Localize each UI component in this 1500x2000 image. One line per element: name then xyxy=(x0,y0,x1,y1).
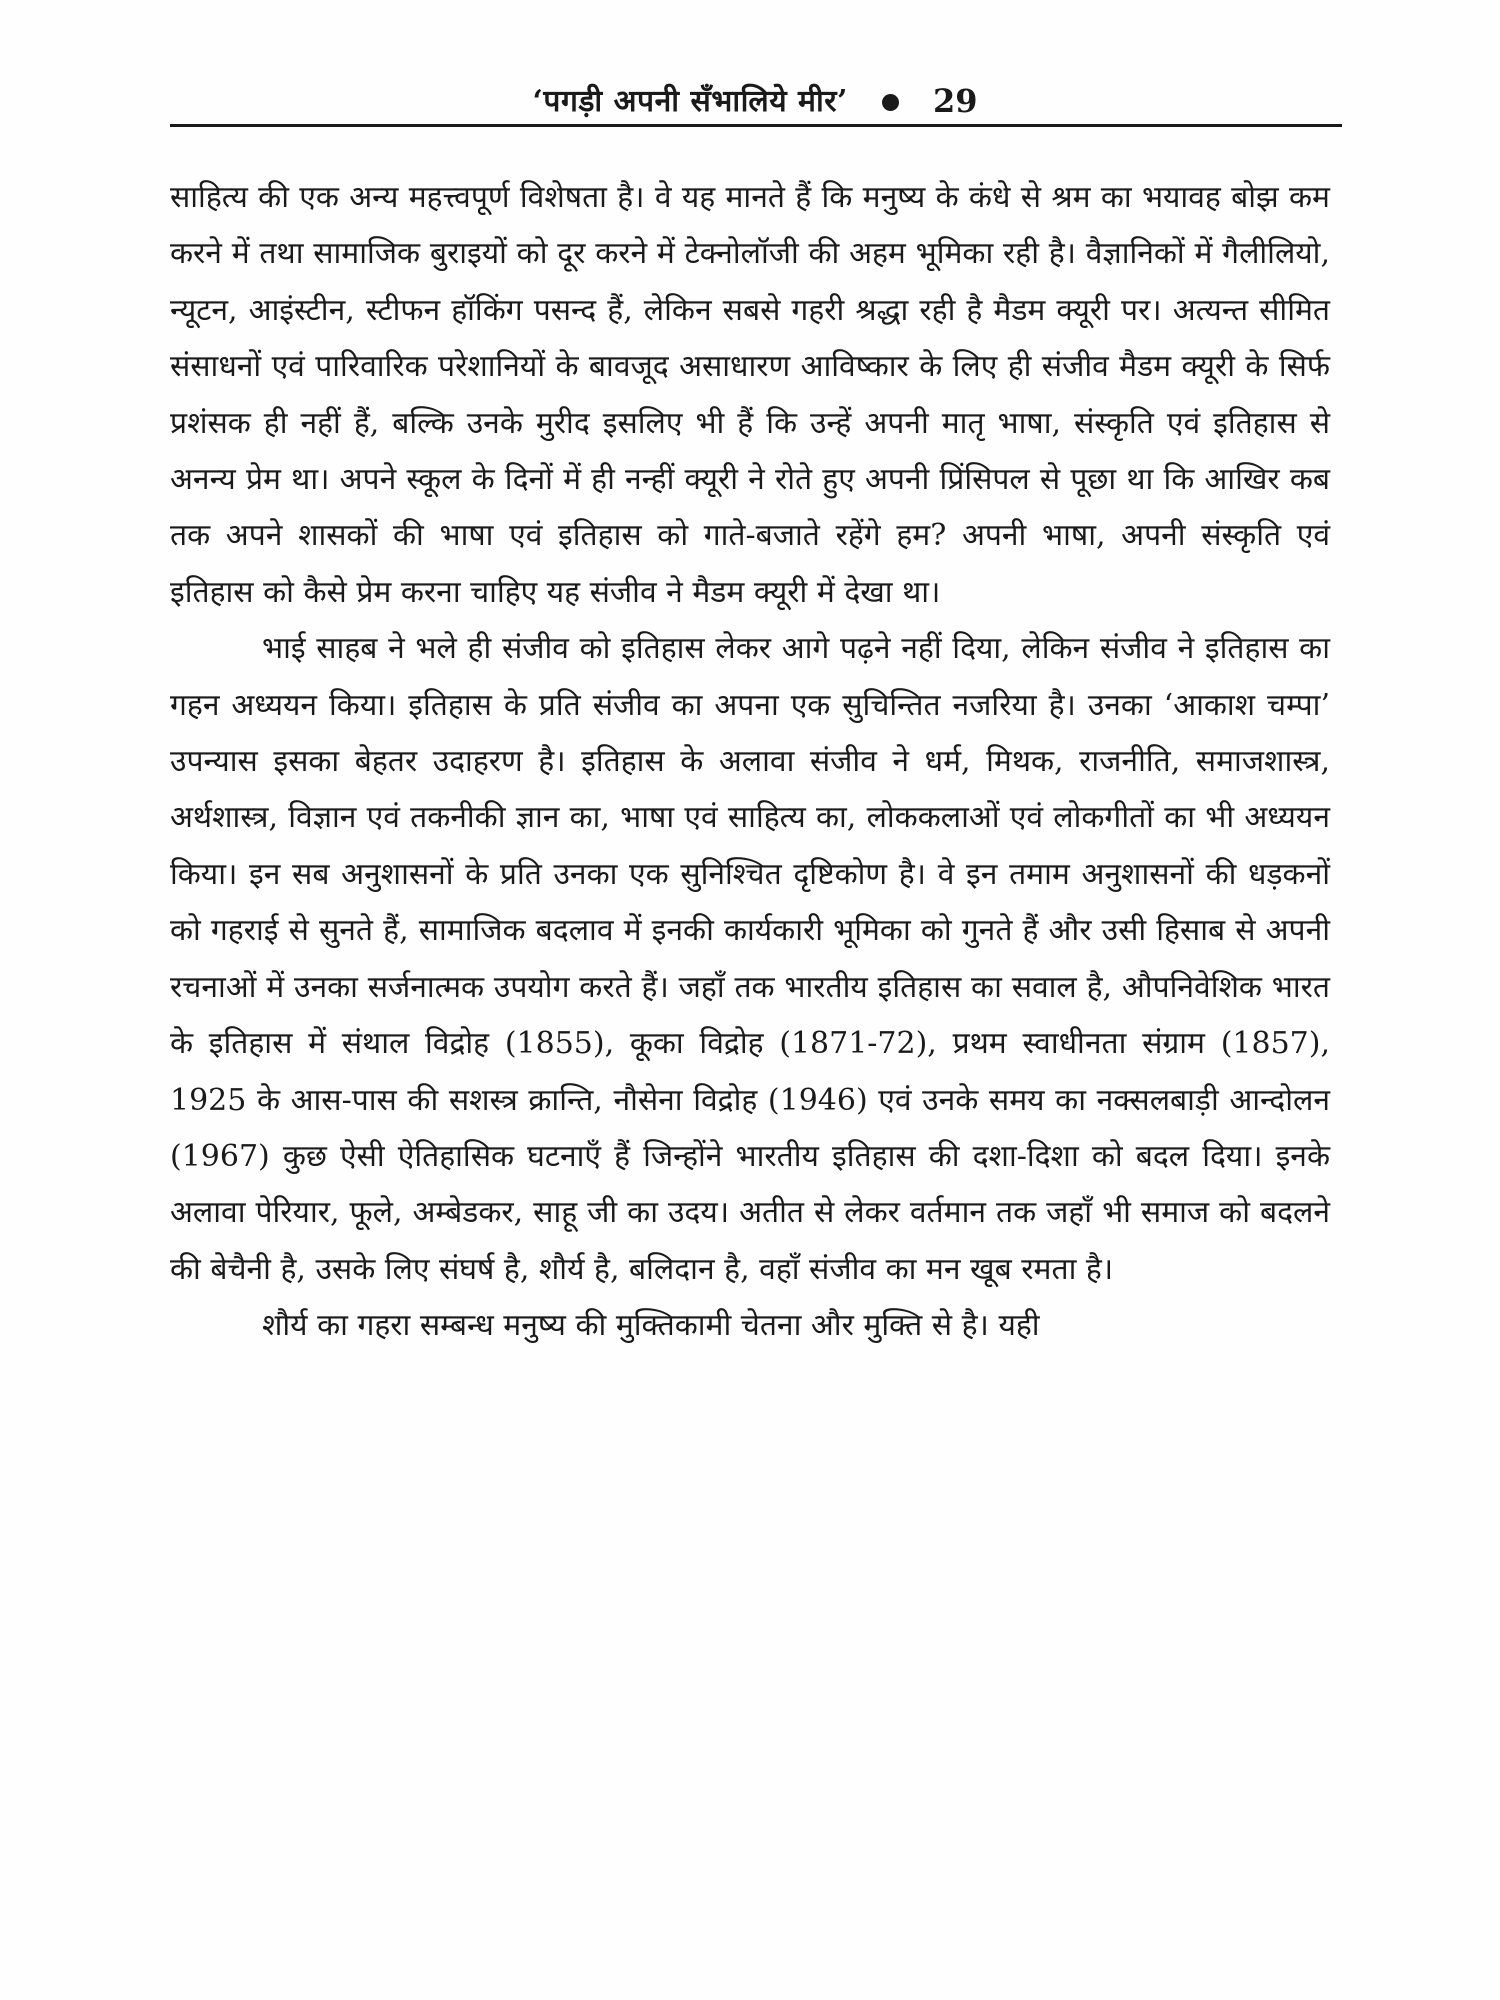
paragraph-continued: साहित्य की एक अन्य महत्त्वपूर्ण विशेषता है। वे यह मानते हैं कि मनुष्य के कंधे से श्रम का भयावह बोझ कम करने में तथा सामाजिक बुराइयों को दूर करने में टेक्नोलॉजी की अहम भूमिका रही है। वैज्ञानिकों में गैलीलियो, न्यूटन, आइंस्टीन, स्टीफन हॉकिंग पसन्द हैं, लेकिन सबसे गहरी श्रद्धा रही है मैडम क्यूरी पर। अत्यन्त सीमित संसाधनों एवं पारिवारिक परेशानियों के बावजूद असाधारण आविष्कार के लिए ही संजीव मैडम क्यूरी के सिर्फ प्रशंसक ही नहीं हैं, बल्कि उनके मुरीद इसलिए भी हैं कि उन्हें अपनी मातृ भाषा, संस्कृति एवं इतिहास से अनन्य प्रेम था। अपने स्कूल के दिनों में ही नन्हीं क्यूरी ने रोते हुए अपनी प्रिंसिपल से पूछा था कि आखिर कब तक अपने शासकों की भाषा एवं इतिहास को गाते-बजाते रहेंगे हम? अपनी भाषा, अपनी संस्कृति एवं इतिहास को कैसे प्रेम करना चाहिए यह संजीव ने मैडम क्यूरी में देखा था। xyxy=(170,180,1330,610)
paragraph: शौर्य का गहरा सम्बन्ध मनुष्य की मुक्तिकामी चेतना और मुक्ति से है। यही xyxy=(262,1308,1040,1344)
header-divider xyxy=(170,124,1342,127)
body-text xyxy=(170,170,1330,1355)
page-number: 29 xyxy=(932,82,978,120)
running-header xyxy=(170,62,1340,120)
paragraph: भाई साहब ने भले ही संजीव को इतिहास लेकर आगे पढ़ने नहीं दिया, लेकिन संजीव ने इतिहास का गहन अध्ययन किया। इतिहास के प्रति संजीव का अपना एक सुचिन्तित नजरिया है। उनका ‘आकाश चम्पा’ उपन्यास इसका बेहतर उदाहरण है। इतिहास के अलावा संजीव ने धर्म, मिथक, राजनीति, समाजशास्त्र, अर्थशास्त्र, विज्ञान एवं तकनीकी ज्ञान का, भाषा एवं साहित्य का, लोककलाओं एवं लोकगीतों का भी अध्ययन किया। इन सब अनुशासनों के प्रति उनका एक सुनिश्चित दृष्टिकोण है। वे इन तमाम अनुशासनों की धड़कनों को गहराई से सुनते हैं, सामाजिक बदलाव में इनकी कार्यकारी भूमिका को गुनते हैं और उसी हिसाब से अपनी रचनाओं में उनका सर्जनात्मक उपयोग करते हैं। जहाँ तक भारतीय इतिहास का सवाल है, औपनिवेशिक भारत के इतिहास में संथाल विद्रोह (1855), कूका विद्रोह (1871-72), प्रथम स्वाधीनता संग्राम (1857), 1925 के आस-पास की सशस्त्र क्रान्ति, नौसेना विद्रोह (1946) एवं उनके समय का नक्सलबाड़ी आन्दोलन (1967) कुछ ऐसी ऐतिहासिक घटनाएँ हैं जिन्होंने भारतीय इतिहास की दशा-दिशा को बदल दिया। इनके अलावा पेरियार, फूले, अम्बेडकर, साहू जी का उदय। अतीत से लेकर वर्तमान तक जहाँ भी समाज को बदलने की बेचैनी है, उसके लिए संघर्ष है, शौर्य है, बलिदान है, वहाँ संजीव का मन खूब रमता है। xyxy=(170,631,1330,1287)
header-bullet-icon xyxy=(882,94,899,111)
header-title: ‘पगड़ी अपनी सँभालिये मीर’ xyxy=(532,84,848,119)
